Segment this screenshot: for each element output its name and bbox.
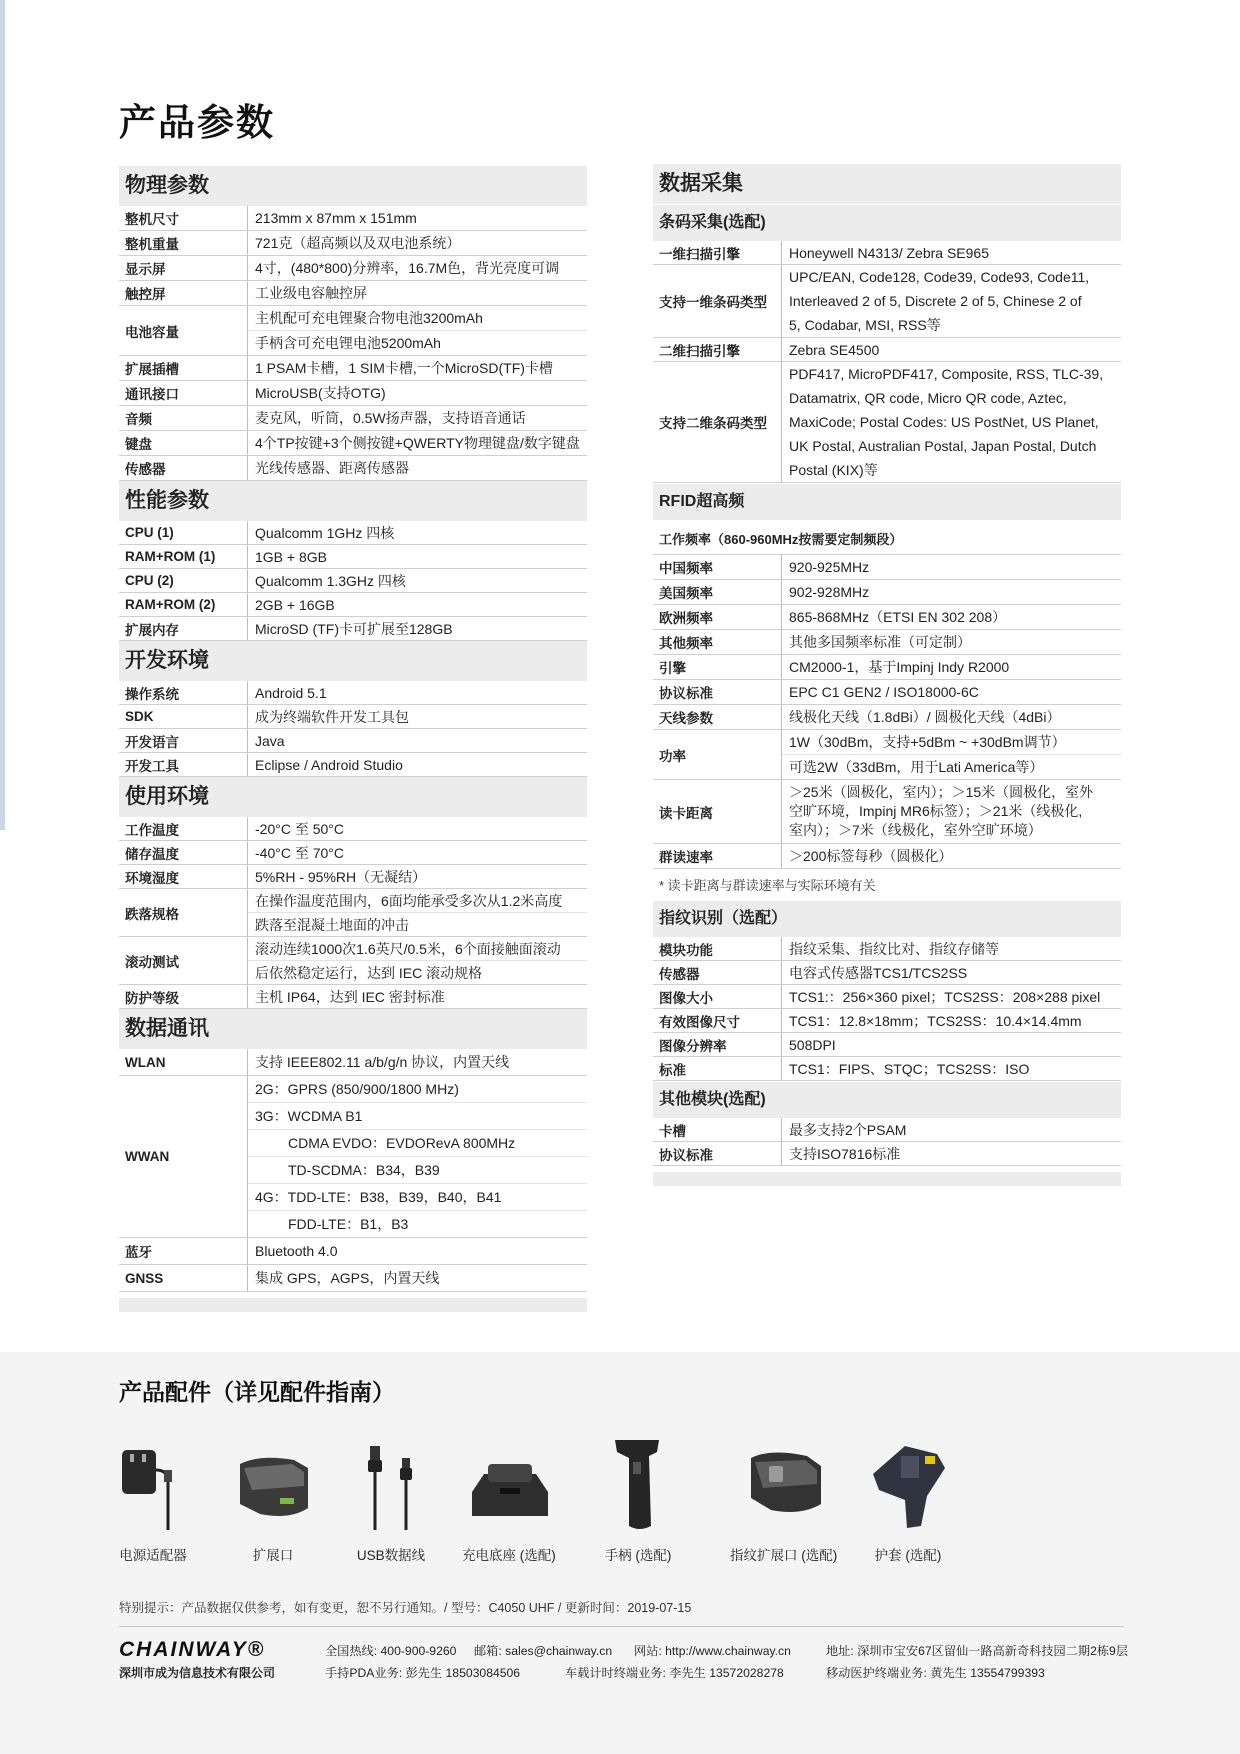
table-row	[119, 865, 587, 889]
row-key: 跌落规格	[125, 906, 179, 922]
row-value: ＞200标签每秒（圆极化）	[789, 848, 953, 864]
row-value: 集成 GPS，AGPS，内置天线	[255, 1270, 440, 1286]
table-row	[119, 569, 587, 593]
table-row	[119, 841, 587, 865]
row-value: 后依然稳定运行，达到 IEC 滚动规格	[255, 964, 483, 981]
row-value: 支持ISO7816标准	[789, 1145, 901, 1162]
row-key: RAM+ROM (1)	[125, 549, 216, 564]
table-row	[119, 431, 587, 456]
section-physical-title: 物理参数	[119, 166, 587, 206]
right-spec-column	[653, 164, 1121, 1186]
table-row	[119, 617, 587, 641]
row-value-line: 空旷环境，Impinj MR6标签）；＞21米（线极化,	[789, 803, 1083, 819]
contact-website[interactable]: 网站: http://www.chainway.cn	[634, 1644, 791, 1658]
section-comm-title: 数据通讯	[119, 1009, 587, 1049]
table-row	[119, 306, 587, 356]
row-value: 麦克风，听筒，0.5W扬声器，支持语音通话	[255, 410, 526, 426]
row-value: 2GB + 16GB	[255, 596, 335, 613]
accessory-item	[462, 1434, 556, 1564]
row-key: CPU (2)	[125, 573, 174, 588]
company-name: 深圳市成为信息技术有限公司	[119, 1666, 276, 1680]
row-value: 指纹采集、指纹比对、指纹存储等	[789, 940, 999, 957]
table-row	[653, 655, 1121, 680]
subsection-rfid-title: RFID超高频	[653, 484, 1121, 520]
table-row	[653, 1142, 1121, 1166]
table-row	[119, 206, 587, 231]
row-key: 键盘	[125, 437, 152, 452]
row-value: 工业级电容触控屏	[255, 285, 367, 301]
table-row	[653, 630, 1121, 655]
row-key: 中国频率	[659, 561, 713, 576]
expansion-port-icon	[230, 1434, 316, 1532]
table-row	[119, 356, 587, 381]
table-row	[119, 1265, 587, 1292]
row-key: 工作温度	[125, 822, 179, 838]
row-key: 整机尺寸	[125, 212, 179, 227]
table-row	[653, 338, 1121, 362]
row-value: MaxiCode; Postal Codes: US PostNet, US Planet,	[789, 414, 1099, 430]
row-value-line: ＞25米（圆极化，室内）；＞15米（圆极化，室外	[789, 784, 1094, 800]
contact-medical: 移动医护终端业务: 黄先生 13554799393	[826, 1666, 1045, 1680]
row-key: 开发语言	[125, 734, 179, 750]
row-value: 电容式传感器TCS1/TCS2SS	[789, 964, 968, 981]
table-row	[653, 265, 1121, 338]
row-value: 线极化天线（1.8dBi）/ 圆极化天线（4dBi）	[789, 709, 1061, 725]
row-key: 传感器	[659, 966, 700, 982]
table-row	[119, 406, 587, 431]
table-row	[119, 456, 587, 481]
table-row	[119, 381, 587, 406]
row-key: 显示屏	[125, 262, 166, 277]
row-value: Honeywell N4313/ Zebra SE965	[789, 244, 990, 261]
row-value: 5, Codabar, MSI, RSS等	[789, 317, 941, 333]
table-row	[653, 844, 1121, 869]
power-adapter-icon	[110, 1434, 196, 1532]
section-end-bar	[119, 1298, 587, 1312]
charging-cradle-icon	[466, 1434, 552, 1532]
left-spec-column	[119, 166, 587, 1312]
row-key: 图像大小	[659, 990, 713, 1006]
row-value: TCS1：12.8×18mm；TCS2SS：10.4×14.4mm	[789, 1012, 1082, 1029]
accessory-item	[230, 1434, 316, 1564]
row-value: 4G：TDD-LTE：B38，B39，B40，B41	[248, 1184, 587, 1211]
row-value: TCS1:：256×360 pixel；TCS2SS：208×288 pixel	[789, 988, 1101, 1005]
row-value: Datamatrix, QR code, Micro QR code, Aztec,	[789, 390, 1067, 406]
table-row	[119, 753, 587, 777]
handle-icon	[595, 1434, 681, 1532]
table-row	[119, 521, 587, 545]
row-value	[782, 780, 1121, 843]
row-key: 触控屏	[125, 287, 166, 302]
table-row	[653, 1009, 1121, 1033]
fingerprint-table	[653, 937, 1121, 1081]
row-key: 其他频率	[659, 636, 713, 651]
row-value: 865-868MHz（ETSI EN 302 208）	[789, 609, 1007, 625]
row-value: Interleaved 2 of 5, Discrete 2 of 5, Chinese 2 of	[789, 293, 1082, 309]
row-value: MicroUSB(支持OTG)	[255, 385, 386, 401]
accessory-item	[865, 1434, 951, 1564]
protective-case-icon	[865, 1434, 951, 1532]
table-row	[653, 1057, 1121, 1081]
row-key: 有效图像尺寸	[659, 1014, 740, 1030]
table-row	[653, 680, 1121, 705]
row-value: -20°C 至 50°C	[255, 820, 345, 837]
row-key: 协议标准	[659, 686, 713, 701]
section-dev-title: 开发环境	[119, 641, 587, 681]
row-key: 储存温度	[125, 846, 179, 862]
contact-address: 地址: 深圳市宝安67区留仙一路高新奇科技园二期2栋9层	[826, 1644, 1129, 1658]
table-row	[653, 1118, 1121, 1142]
row-value: 1W（30dBm，支持+5dBm ~ +30dBm调节）	[782, 730, 1121, 755]
table-row	[119, 937, 587, 985]
table-row	[653, 985, 1121, 1009]
subsection-other-title: 其他模块(选配)	[653, 1082, 1121, 1118]
row-key: 扩展内存	[125, 622, 179, 638]
row-value: 1 PSAM卡槽，1 SIM卡槽,一个MicroSD(TF)卡槽	[255, 360, 553, 376]
table-row	[119, 1238, 587, 1265]
table-row	[653, 580, 1121, 605]
row-value: Eclipse / Android Studio	[255, 756, 403, 773]
section-end-bar	[653, 1172, 1121, 1186]
row-value: EPC C1 GEN2 / ISO18000-6C	[789, 684, 979, 700]
row-value: 主机配可充电锂聚合物电池3200mAh	[248, 306, 587, 331]
row-value-line: 室内）；＞7米（线极化，室外空旷环境）	[789, 822, 1042, 838]
row-value: Qualcomm 1.3GHz 四核	[255, 572, 406, 589]
row-value: 滚动连续1000次1.6英尺/0.5米，6个面接触面滚动	[248, 937, 587, 961]
contact-vehicle: 车载计时终端业务: 李先生 13572028278	[565, 1666, 784, 1680]
physical-table	[119, 206, 587, 481]
row-value: 3G：WCDMA B1	[248, 1103, 587, 1130]
row-value: MicroSD (TF)卡可扩展至128GB	[255, 620, 453, 637]
page-title: 产品参数	[119, 102, 275, 143]
table-row	[653, 961, 1121, 985]
row-key: 开发工具	[125, 758, 179, 774]
row-key: 一维扫描引擎	[659, 246, 740, 262]
row-value: CM2000-1，基于Impinj Indy R2000	[789, 659, 1010, 675]
row-value: 2G：GPRS (850/900/1800 MHz)	[248, 1076, 587, 1103]
row-value: TD-SCDMA：B34，B39	[248, 1157, 587, 1184]
row-key: 音频	[125, 412, 152, 427]
accessory-label: 充电底座 (选配)	[462, 1548, 556, 1563]
row-key: WWAN	[125, 1149, 170, 1164]
row-key: 群读速率	[659, 850, 713, 865]
row-value: Postal (KIX)等	[789, 462, 878, 478]
row-key: 传感器	[125, 462, 166, 477]
row-key: CPU (1)	[125, 525, 174, 540]
table-row	[119, 1049, 587, 1076]
row-value: TCS1：FIPS、STQC；TCS2SS：ISO	[789, 1060, 1030, 1077]
row-key: 扩展插槽	[125, 362, 179, 377]
row-key: 二维扫描引擎	[659, 343, 740, 359]
usb-cable-icon	[348, 1434, 434, 1532]
row-value: 支持 IEEE802.11 a/b/g/n 协议，内置天线	[255, 1054, 510, 1070]
row-key: 防护等级	[125, 990, 179, 1006]
row-value: 最多支持2个PSAM	[789, 1121, 907, 1138]
table-row	[119, 281, 587, 306]
row-value: Qualcomm 1GHz 四核	[255, 524, 395, 541]
contact-email: 邮箱: sales@chainway.cn	[474, 1644, 613, 1658]
row-value: -40°C 至 70°C	[255, 844, 345, 861]
table-row	[653, 241, 1121, 265]
table-row	[653, 555, 1121, 580]
row-key: 标准	[659, 1062, 686, 1078]
section-data-capture-title: 数据采集	[653, 164, 1121, 204]
row-key: SDK	[125, 709, 154, 724]
table-row	[119, 681, 587, 705]
section-env-title: 使用环境	[119, 777, 587, 817]
other-table	[653, 1118, 1121, 1166]
table-row	[653, 780, 1121, 844]
row-key: 图像分辨率	[659, 1038, 727, 1054]
accessory-label: 扩展口	[252, 1548, 294, 1563]
row-key: 功率	[659, 748, 686, 764]
row-value: 跌落至混凝土地面的冲击	[255, 916, 409, 933]
edge-accent-bar	[0, 0, 5, 830]
row-value: 光线传感器、距离传感器	[255, 460, 409, 476]
table-row	[119, 705, 587, 729]
table-row	[119, 256, 587, 281]
row-value: 1GB + 8GB	[255, 548, 327, 565]
accessory-label: 护套 (选配)	[874, 1548, 942, 1563]
accessory-label: USB数据线	[356, 1548, 426, 1563]
table-row	[119, 985, 587, 1009]
row-value: UPC/EAN, Code128, Code39, Code93, Code11,	[789, 269, 1090, 285]
row-value: Android 5.1	[255, 684, 327, 701]
table-row	[653, 730, 1121, 780]
row-value: CDMA EVDO：EVDORevA 800MHz	[248, 1130, 587, 1157]
row-key: 天线参数	[659, 711, 713, 726]
row-key: 卡槽	[659, 1123, 686, 1139]
row-key: 滚动测试	[125, 954, 179, 970]
footer-divider	[119, 1626, 1124, 1627]
row-key: 环境湿度	[125, 870, 179, 886]
row-key: 欧洲频率	[659, 611, 713, 626]
accessories-section	[0, 1352, 1240, 1754]
table-row	[119, 231, 587, 256]
rfid-footnote: * 读卡距离与群读速率与实际环境有关	[659, 878, 876, 893]
row-key: 支持二维条码类型	[659, 416, 767, 431]
row-value: 213mm x 87mm x 151mm	[255, 210, 417, 226]
row-value: Bluetooth 4.0	[255, 1243, 338, 1259]
row-key: 蓝牙	[125, 1245, 152, 1260]
row-value: 主机 IP64，达到 IEC 密封标准	[255, 988, 445, 1005]
table-row	[119, 729, 587, 753]
row-value: UK Postal, Australian Postal, Japan Postal, Dutch	[789, 438, 1097, 454]
accessory-label: 电源适配器	[119, 1548, 187, 1563]
row-value: 在操作温度范围内，6面均能承受多次从1.2米高度	[248, 889, 587, 913]
row-value: 手柄含可充电锂电池5200mAh	[255, 335, 441, 351]
table-row	[119, 545, 587, 569]
row-value: 5%RH - 95%RH（无凝结）	[255, 868, 427, 885]
row-value: 721克（超高频以及双电池系统）	[255, 235, 461, 251]
accessory-item	[348, 1434, 434, 1564]
row-key: GNSS	[125, 1270, 164, 1286]
accessory-label: 手柄 (选配)	[604, 1548, 672, 1563]
accessory-label: 指纹扩展口 (选配)	[730, 1548, 838, 1563]
disclaimer-text: 特别提示：产品数据仅供参考，如有变更，恕不另行通知。/ 型号：C4050 UHF / 更新时间：2019-07-15	[119, 1601, 692, 1615]
table-row	[653, 1033, 1121, 1057]
row-key: 支持一维条码类型	[659, 295, 767, 310]
row-key: WLAN	[125, 1054, 166, 1070]
row-value: 成为终端软件开发工具包	[255, 708, 409, 725]
fingerprint-module-icon	[741, 1434, 827, 1532]
subsection-barcode-title: 条码采集(选配)	[653, 205, 1121, 241]
table-row	[119, 593, 587, 617]
table-row	[653, 705, 1121, 730]
row-key: 电池容量	[125, 324, 179, 340]
table-row	[119, 1076, 587, 1238]
contact-pda: 手持PDA业务: 彭先生 18503084506	[325, 1666, 521, 1680]
rfid-table	[653, 555, 1121, 780]
performance-table	[119, 521, 587, 641]
accessory-item	[110, 1434, 196, 1564]
row-key: 通讯接口	[125, 387, 179, 402]
env-table	[119, 817, 587, 1009]
row-key: 引擎	[659, 661, 686, 676]
table-row	[653, 362, 1121, 483]
accessories-title: 产品配件（详见配件指南）	[119, 1379, 395, 1405]
row-value: PDF417, MicroPDF417, Composite, RSS, TLC-39,	[789, 366, 1104, 382]
table-row	[653, 937, 1121, 961]
rfid-frequency-heading: 工作频率（860-960MHz按需要定制频段）	[653, 520, 1121, 555]
row-key: 模块功能	[659, 942, 713, 958]
row-key: 整机重量	[125, 237, 179, 252]
row-key: 读卡距离	[659, 805, 713, 821]
row-value: 其他多国频率标准（可定制）	[789, 634, 971, 650]
row-key: 协议标准	[659, 1147, 713, 1163]
row-value: Zebra SE4500	[789, 341, 880, 358]
row-value: 4个TP按键+3个侧按键+QWERTY物理键盘/数字键盘	[255, 435, 580, 451]
row-value: 920-925MHz	[789, 559, 870, 575]
contact-hotline: 全国热线: 400-900-9260	[325, 1644, 457, 1658]
row-value: 可选2W（33dBm，用于Lati America等）	[789, 759, 1044, 775]
row-key: 美国频率	[659, 586, 713, 601]
row-key: 操作系统	[125, 686, 179, 702]
row-value: Java	[255, 732, 285, 749]
row-key: RAM+ROM (2)	[125, 597, 216, 612]
row-value: 508DPI	[789, 1036, 836, 1053]
table-row	[653, 605, 1121, 630]
dev-table	[119, 681, 587, 777]
row-value: 4寸，(480*800)分辨率，16.7M色，背光亮度可调	[255, 260, 560, 276]
row-value: FDD-LTE：B1，B3	[288, 1216, 409, 1232]
table-row	[119, 889, 587, 937]
subsection-fingerprint-title: 指纹识别（选配）	[653, 901, 1121, 937]
accessory-item	[595, 1434, 681, 1564]
chainway-logo: CHAINWAY®	[119, 1638, 266, 1661]
row-value: 902-928MHz	[789, 584, 870, 600]
accessory-item	[730, 1434, 837, 1564]
table-row	[119, 817, 587, 841]
section-performance-title: 性能参数	[119, 481, 587, 521]
